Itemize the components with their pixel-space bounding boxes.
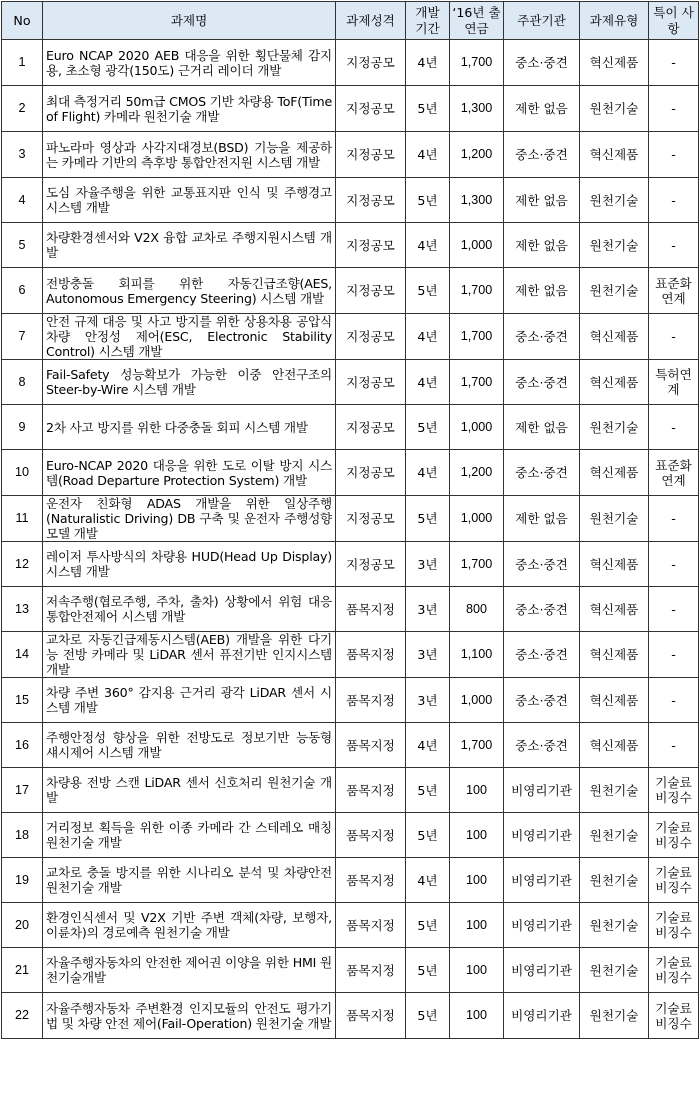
cell-period: 3년: [406, 587, 450, 632]
cell-note: -: [649, 178, 699, 223]
table-header-row: [2, 2, 699, 40]
cell-no: 1: [2, 40, 43, 86]
cell-no: 20: [2, 903, 43, 948]
cell-project-type: 지정공모: [336, 314, 406, 360]
cell-no: 7: [2, 314, 43, 360]
table-row: [2, 858, 699, 903]
cell-note: -: [649, 314, 699, 360]
cell-period: 5년: [406, 86, 450, 132]
table-row: [2, 268, 699, 314]
cell-period: 4년: [406, 223, 450, 268]
cell-project-type: 품목지정: [336, 993, 406, 1039]
cell-project-type: 품목지정: [336, 587, 406, 632]
cell-project-type: 품목지정: [336, 948, 406, 993]
cell-note: -: [649, 405, 699, 450]
cell-organization: 제한 없음: [504, 268, 580, 314]
cell-project-type: 지정공모: [336, 268, 406, 314]
cell-no: 10: [2, 450, 43, 496]
cell-project-type: 지정공모: [336, 132, 406, 178]
cell-fund: 1,000: [450, 496, 504, 542]
cell-period: 3년: [406, 542, 450, 587]
cell-organization: 비영리기관: [504, 768, 580, 813]
cell-project-name: 교차로 자동긴급제동시스템(AEB) 개발을 위한 다기능 전방 카메라 및 LiDAR 센서 퓨전기반 인지시스템 개발: [43, 632, 336, 678]
cell-project-name: Euro-NCAP 2020 대응을 위한 도로 이탈 방지 시스템(Road Departure Protection System) 개발: [43, 450, 336, 496]
table-row: [2, 450, 699, 496]
table-row: [2, 496, 699, 542]
cell-period: 3년: [406, 632, 450, 678]
cell-note: 기술료 비징수: [649, 903, 699, 948]
cell-period: 4년: [406, 360, 450, 405]
cell-project-name: 저속주행(협로주행, 주차, 출차) 상황에서 위험 대응 통합안전제어 시스템 개발: [43, 587, 336, 632]
cell-period: 4년: [406, 450, 450, 496]
table-row: [2, 178, 699, 223]
table-body: [2, 40, 699, 1039]
cell-no: 5: [2, 223, 43, 268]
cell-note: -: [649, 40, 699, 86]
table-row: [2, 40, 699, 86]
cell-fund: 100: [450, 768, 504, 813]
cell-project-name: 파노라마 영상과 사각지대경보(BSD) 기능을 제공하는 카메라 기반의 측후방 통합안전지원 시스템 개발: [43, 132, 336, 178]
cell-category: 원천기술: [580, 993, 649, 1039]
cell-organization: 중소·중견: [504, 723, 580, 768]
cell-note: -: [649, 86, 699, 132]
cell-project-name: 환경인식센서 및 V2X 기반 주변 객체(차량, 보행자, 이륜차)의 경로예측 원천기술 개발: [43, 903, 336, 948]
cell-no: 4: [2, 178, 43, 223]
cell-organization: 중소·중견: [504, 40, 580, 86]
cell-no: 22: [2, 993, 43, 1039]
table-row: [2, 223, 699, 268]
cell-period: 4년: [406, 314, 450, 360]
cell-project-type: 지정공모: [336, 40, 406, 86]
cell-no: 13: [2, 587, 43, 632]
table-row: [2, 948, 699, 993]
cell-period: 3년: [406, 678, 450, 723]
header-type: 과제성격: [336, 2, 406, 40]
cell-no: 15: [2, 678, 43, 723]
cell-no: 16: [2, 723, 43, 768]
cell-period: 5년: [406, 903, 450, 948]
cell-category: 원천기술: [580, 86, 649, 132]
cell-fund: 1,000: [450, 223, 504, 268]
cell-project-name: 최대 측정거리 50m급 CMOS 기반 차량용 ToF(Time of Flight) 카메라 원천기술 개발: [43, 86, 336, 132]
cell-no: 21: [2, 948, 43, 993]
cell-fund: 1,200: [450, 450, 504, 496]
cell-project-type: 지정공모: [336, 542, 406, 587]
cell-project-name: 차량환경센서와 V2X 융합 교차로 주행지원시스템 개발: [43, 223, 336, 268]
cell-category: 혁신제품: [580, 542, 649, 587]
cell-note: 기술료 비징수: [649, 768, 699, 813]
header-no: No: [2, 2, 43, 40]
table-row: [2, 86, 699, 132]
table-row: [2, 542, 699, 587]
cell-category: 원천기술: [580, 858, 649, 903]
cell-period: 5년: [406, 405, 450, 450]
cell-project-type: 지정공모: [336, 496, 406, 542]
cell-category: 혁신제품: [580, 132, 649, 178]
cell-period: 4년: [406, 723, 450, 768]
table-row: [2, 993, 699, 1039]
cell-no: 11: [2, 496, 43, 542]
cell-project-name: 자율주행자동차 주변환경 인지모듈의 안전도 평가기법 및 차량 안전 제어(Fail-Operation) 원천기술 개발: [43, 993, 336, 1039]
cell-category: 원천기술: [580, 496, 649, 542]
cell-organization: 제한 없음: [504, 86, 580, 132]
cell-no: 14: [2, 632, 43, 678]
header-name: 과제명: [43, 2, 336, 40]
cell-category: 원천기술: [580, 813, 649, 858]
cell-period: 4년: [406, 132, 450, 178]
cell-period: 5년: [406, 178, 450, 223]
cell-no: 6: [2, 268, 43, 314]
cell-project-type: 품목지정: [336, 723, 406, 768]
cell-note: -: [649, 587, 699, 632]
cell-project-name: 자율주행자동차의 안전한 제어권 이양을 위한 HMI 원천기술개발: [43, 948, 336, 993]
cell-note: -: [649, 723, 699, 768]
cell-organization: 제한 없음: [504, 405, 580, 450]
cell-note: -: [649, 542, 699, 587]
cell-note: 표준화 연계: [649, 268, 699, 314]
table-row: [2, 678, 699, 723]
cell-organization: 비영리기관: [504, 993, 580, 1039]
cell-organization: 중소·중견: [504, 132, 580, 178]
table-row: [2, 768, 699, 813]
cell-fund: 1,000: [450, 678, 504, 723]
cell-fund: 1,700: [450, 542, 504, 587]
cell-no: 17: [2, 768, 43, 813]
cell-project-name: Euro NCAP 2020 AEB 대응을 위한 횡단물체 감지용, 초소형 광각(150도) 근거리 레이더 개발: [43, 40, 336, 86]
cell-organization: 비영리기관: [504, 813, 580, 858]
cell-category: 원천기술: [580, 948, 649, 993]
cell-period: 5년: [406, 993, 450, 1039]
cell-project-name: 교차로 충돌 방지를 위한 시나리오 분석 및 차량안전 원천기술 개발: [43, 858, 336, 903]
cell-note: 기술료 비징수: [649, 948, 699, 993]
cell-fund: 1,100: [450, 632, 504, 678]
table-row: [2, 405, 699, 450]
table-row: [2, 314, 699, 360]
table-row: [2, 903, 699, 948]
cell-fund: 1,000: [450, 405, 504, 450]
cell-category: 원천기술: [580, 768, 649, 813]
table-row: [2, 632, 699, 678]
cell-category: 원천기술: [580, 178, 649, 223]
cell-fund: 100: [450, 813, 504, 858]
cell-category: 혁신제품: [580, 450, 649, 496]
cell-project-type: 지정공모: [336, 360, 406, 405]
cell-note: 기술료 비징수: [649, 858, 699, 903]
cell-note: -: [649, 132, 699, 178]
cell-category: 혁신제품: [580, 587, 649, 632]
cell-no: 18: [2, 813, 43, 858]
cell-note: 표준화 연계: [649, 450, 699, 496]
cell-period: 5년: [406, 268, 450, 314]
cell-organization: 중소·중견: [504, 542, 580, 587]
cell-no: 9: [2, 405, 43, 450]
cell-fund: 100: [450, 993, 504, 1039]
cell-category: 원천기술: [580, 268, 649, 314]
cell-fund: 1,200: [450, 132, 504, 178]
cell-organization: 제한 없음: [504, 496, 580, 542]
cell-note: -: [649, 678, 699, 723]
cell-fund: 1,300: [450, 86, 504, 132]
cell-fund: 1,300: [450, 178, 504, 223]
header-fund: ‘16년 출연금: [450, 2, 504, 40]
cell-project-type: 품목지정: [336, 768, 406, 813]
cell-project-name: 차량 주변 360° 감지용 근거리 광각 LiDAR 센서 시스템 개발: [43, 678, 336, 723]
cell-project-name: 2차 사고 방지를 위한 다중충돌 회피 시스템 개발: [43, 405, 336, 450]
cell-note: 특허연계: [649, 360, 699, 405]
cell-project-type: 품목지정: [336, 903, 406, 948]
cell-organization: 제한 없음: [504, 223, 580, 268]
cell-category: 혁신제품: [580, 723, 649, 768]
cell-project-name: Fail-Safety 성능확보가 가능한 이중 안전구조의 Steer-by-Wire 시스템 개발: [43, 360, 336, 405]
cell-category: 혁신제품: [580, 632, 649, 678]
table-row: [2, 132, 699, 178]
table-row: [2, 360, 699, 405]
cell-project-name: 운전자 친화형 ADAS 개발을 위한 일상주행(Naturalistic Driving) DB 구축 및 운전자 주행성향 모델 개발: [43, 496, 336, 542]
cell-project-name: 주행안정성 향상을 위한 전방도로 정보기반 능동형 섀시제어 시스템 개발: [43, 723, 336, 768]
cell-fund: 1,700: [450, 723, 504, 768]
cell-note: 기술료 비징수: [649, 813, 699, 858]
cell-project-type: 지정공모: [336, 405, 406, 450]
cell-project-type: 지정공모: [336, 223, 406, 268]
cell-project-type: 품목지정: [336, 813, 406, 858]
header-period: 개발 기간: [406, 2, 450, 40]
cell-project-type: 지정공모: [336, 178, 406, 223]
cell-project-type: 지정공모: [336, 450, 406, 496]
cell-period: 5년: [406, 768, 450, 813]
cell-organization: 중소·중견: [504, 450, 580, 496]
cell-project-name: 거리정보 획득을 위한 이종 카메라 간 스테레오 매칭 원천기술 개발: [43, 813, 336, 858]
cell-period: 5년: [406, 813, 450, 858]
cell-category: 혁신제품: [580, 40, 649, 86]
cell-project-type: 품목지정: [336, 678, 406, 723]
cell-fund: 100: [450, 948, 504, 993]
cell-project-name: 전방충돌 회피를 위한 자동긴급조향(AES, Autonomous Emergency Steering) 시스템 개발: [43, 268, 336, 314]
project-table: [1, 1, 699, 1039]
cell-category: 혁신제품: [580, 360, 649, 405]
cell-organization: 중소·중견: [504, 314, 580, 360]
cell-fund: 1,700: [450, 268, 504, 314]
cell-no: 3: [2, 132, 43, 178]
cell-organization: 비영리기관: [504, 858, 580, 903]
cell-fund: 1,700: [450, 314, 504, 360]
cell-project-name: 도심 자율주행을 위한 교통표지판 인식 및 주행경고 시스템 개발: [43, 178, 336, 223]
cell-project-type: 품목지정: [336, 632, 406, 678]
cell-period: 5년: [406, 496, 450, 542]
cell-no: 12: [2, 542, 43, 587]
cell-category: 원천기술: [580, 223, 649, 268]
cell-note: -: [649, 632, 699, 678]
header-org: 주관기관: [504, 2, 580, 40]
table-row: [2, 813, 699, 858]
cell-organization: 중소·중견: [504, 587, 580, 632]
cell-note: -: [649, 496, 699, 542]
cell-period: 4년: [406, 40, 450, 86]
cell-fund: 100: [450, 858, 504, 903]
cell-note: -: [649, 223, 699, 268]
header-category: 과제유형: [580, 2, 649, 40]
cell-project-name: 안전 규제 대응 및 사고 방지를 위한 상용차용 공압식 차량 안정성 제어(ESC, Electronic Stability Control) 시스템 개발: [43, 314, 336, 360]
header-note: 특이 사항: [649, 2, 699, 40]
cell-project-type: 품목지정: [336, 858, 406, 903]
cell-period: 5년: [406, 948, 450, 993]
cell-organization: 중소·중견: [504, 632, 580, 678]
table-row: [2, 723, 699, 768]
cell-organization: 제한 없음: [504, 178, 580, 223]
cell-project-name: 차량용 전방 스캔 LiDAR 센서 신호처리 원천기술 개발: [43, 768, 336, 813]
cell-organization: 중소·중견: [504, 678, 580, 723]
cell-fund: 1,700: [450, 360, 504, 405]
cell-category: 혁신제품: [580, 678, 649, 723]
cell-fund: 800: [450, 587, 504, 632]
cell-no: 19: [2, 858, 43, 903]
cell-organization: 비영리기관: [504, 903, 580, 948]
table-row: [2, 587, 699, 632]
cell-organization: 중소·중견: [504, 360, 580, 405]
cell-fund: 1,700: [450, 40, 504, 86]
cell-period: 4년: [406, 858, 450, 903]
cell-no: 2: [2, 86, 43, 132]
cell-project-type: 지정공모: [336, 86, 406, 132]
cell-category: 혁신제품: [580, 314, 649, 360]
cell-fund: 100: [450, 903, 504, 948]
cell-category: 원천기술: [580, 903, 649, 948]
cell-project-name: 레이저 투사방식의 차량용 HUD(Head Up Display) 시스템 개발: [43, 542, 336, 587]
cell-organization: 비영리기관: [504, 948, 580, 993]
cell-no: 8: [2, 360, 43, 405]
cell-note: 기술료 비징수: [649, 993, 699, 1039]
cell-category: 원천기술: [580, 405, 649, 450]
